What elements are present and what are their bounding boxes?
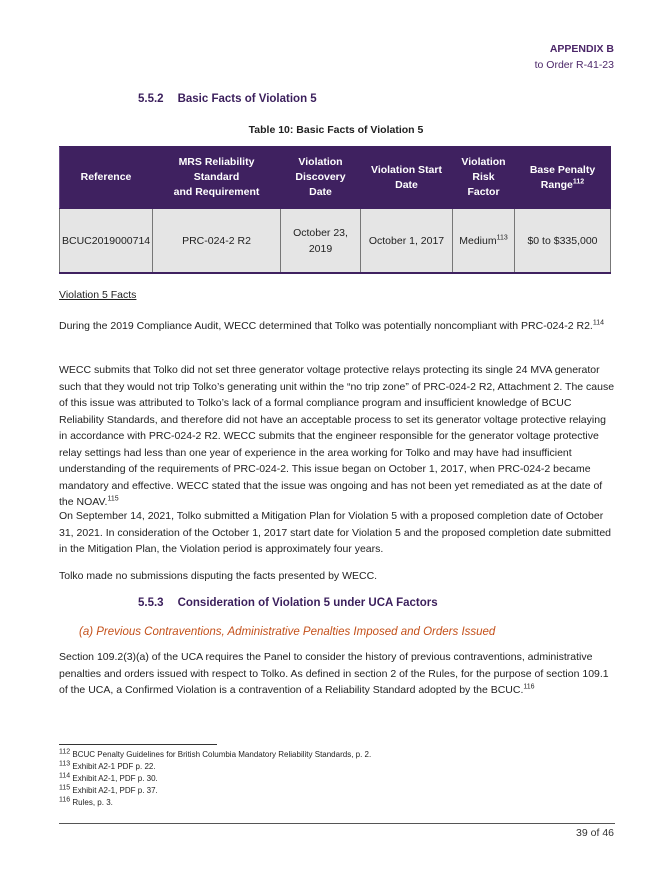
footnote-115: $^{115}$ Exhibit A2-1, PDF p. 37. — [59, 784, 158, 795]
footnote-ref: 113 — [496, 234, 508, 241]
footnote-114: $^{114}$ Exhibit A2-1, PDF p. 30. — [59, 772, 158, 783]
page-number: 39 of 46 — [576, 827, 614, 839]
footnote-divider — [59, 744, 217, 745]
cell-reference: BCUC2019000714 — [60, 209, 153, 274]
header-mrs-standard: MRS Reliability Standard and Requirement — [153, 147, 281, 209]
table-header-row — [60, 147, 611, 209]
footnote-112: $^{112}$ BCUC Penalty Guidelines for British Columbia Mandatory Reliability Standards, p. 2. — [59, 748, 372, 759]
page-footer-rule — [59, 823, 615, 824]
cell-risk-factor: Medium$^{113}$ — [453, 209, 515, 274]
order-reference: to Order R-41-23 — [534, 59, 614, 71]
paragraph-audit: During the 2019 Compliance Audit, WECC determined that Tolko was potentially noncompliant with PRC-024-2 R2.$^{114}$ — [59, 319, 605, 332]
table-title: Table 10: Basic Facts of Violation 5 — [248, 124, 424, 136]
footnote-ref: 114 — [592, 319, 605, 327]
header-discovery-date: Violation Discovery Date — [281, 147, 361, 209]
cell-penalty-range: $0 to $335,000 — [515, 209, 611, 274]
section-title: Basic Facts of Violation 5 — [177, 93, 317, 105]
cell-discovery-date: October 23, 2019 — [281, 209, 361, 274]
section-number: 5.5.3 — [138, 597, 164, 609]
footnote-113: $^{113}$ Exhibit A2-1 PDF p. 22. — [59, 760, 156, 771]
paragraph-no-submissions: Tolko made no submissions disputing the facts presented by WECC. — [59, 570, 378, 582]
header-penalty-range: Base Penalty Range$^{112}$ — [515, 147, 611, 209]
cell-standard: PRC-024-2 R2 — [153, 209, 281, 274]
paragraph-uca-history: Section 109.2(3)(a) of the UCA requires the Panel to consider the history of previous contraventions, administrative penalties and orders issued with respect to Tolko. As defined in section 2 of the Rules, for the purpose of section 109.1 of the UCA, a Confirmed Violation is a contravention of a Reliability Standard adopted by the BCUC.$^{116}$ — [59, 651, 609, 696]
header-reference: Reference — [60, 147, 153, 209]
header-start-date: Violation Start Date — [361, 147, 453, 209]
footnote-ref: 115 — [107, 495, 119, 503]
section-heading-5-5-2 — [138, 93, 317, 105]
subsection-heading-a: (a) Previous Contraventions, Administrative Penalties Imposed and Orders Issued — [79, 626, 496, 638]
table-row — [60, 209, 611, 274]
paragraph-wecc-submission: WECC submits that Tolko did not set three generator voltage protective relays protecting its single 24 MVA generator such that they would not trip Tolko’s generating unit within the “no trip zone” of PRC-024-2 R2, Attachment 2. The cause of this issue was attributed to Tolko’s lack of a formal compliance program and insufficient knowledge of BCUC Reliability Standards, and therefore did not have an acceptable process to set its generator voltage protective relaying in accordance with PRC-024-2 R2. WECC submits that the engineer responsible for the generator voltage protective relay settings had less than one year of experience in the area working for Tolko and may have had insufficient understanding of the requirements of PRC-024-2. This issue began on October 1, 2017, when PRC-024-2 became mandatory and effective. WECC stated that the issue was ongoing and has not been yet remediated as at the date of the NOAV.$^{115}$ — [59, 364, 615, 508]
section-number: 5.5.2 — [138, 93, 164, 105]
appendix-title: APPENDIX B — [549, 43, 614, 55]
paragraph-mitigation-plan: On September 14, 2021, Tolko submitted a Mitigation Plan for Violation 5 with a proposed completion date of October 31, 2021. In consideration of the October 1, 2017 start date for Violation 5 and the proposed completion date submitted in the Mitigation Plan, the Violation period is approximately four years. — [59, 510, 612, 555]
footnote-ref: 112 — [572, 178, 585, 185]
footnote-116: $^{116}$ Rules, p. 3. — [59, 796, 113, 807]
footnote-ref: 116 — [523, 683, 535, 691]
section-heading-5-5-3 — [138, 597, 438, 609]
violation-facts-heading: Violation 5 Facts — [59, 289, 137, 301]
violation-facts-table — [59, 146, 611, 274]
header-risk-factor: Violation Risk Factor — [453, 147, 515, 209]
cell-start-date: October 1, 2017 — [361, 209, 453, 274]
section-title: Consideration of Violation 5 under UCA Factors — [177, 597, 438, 609]
